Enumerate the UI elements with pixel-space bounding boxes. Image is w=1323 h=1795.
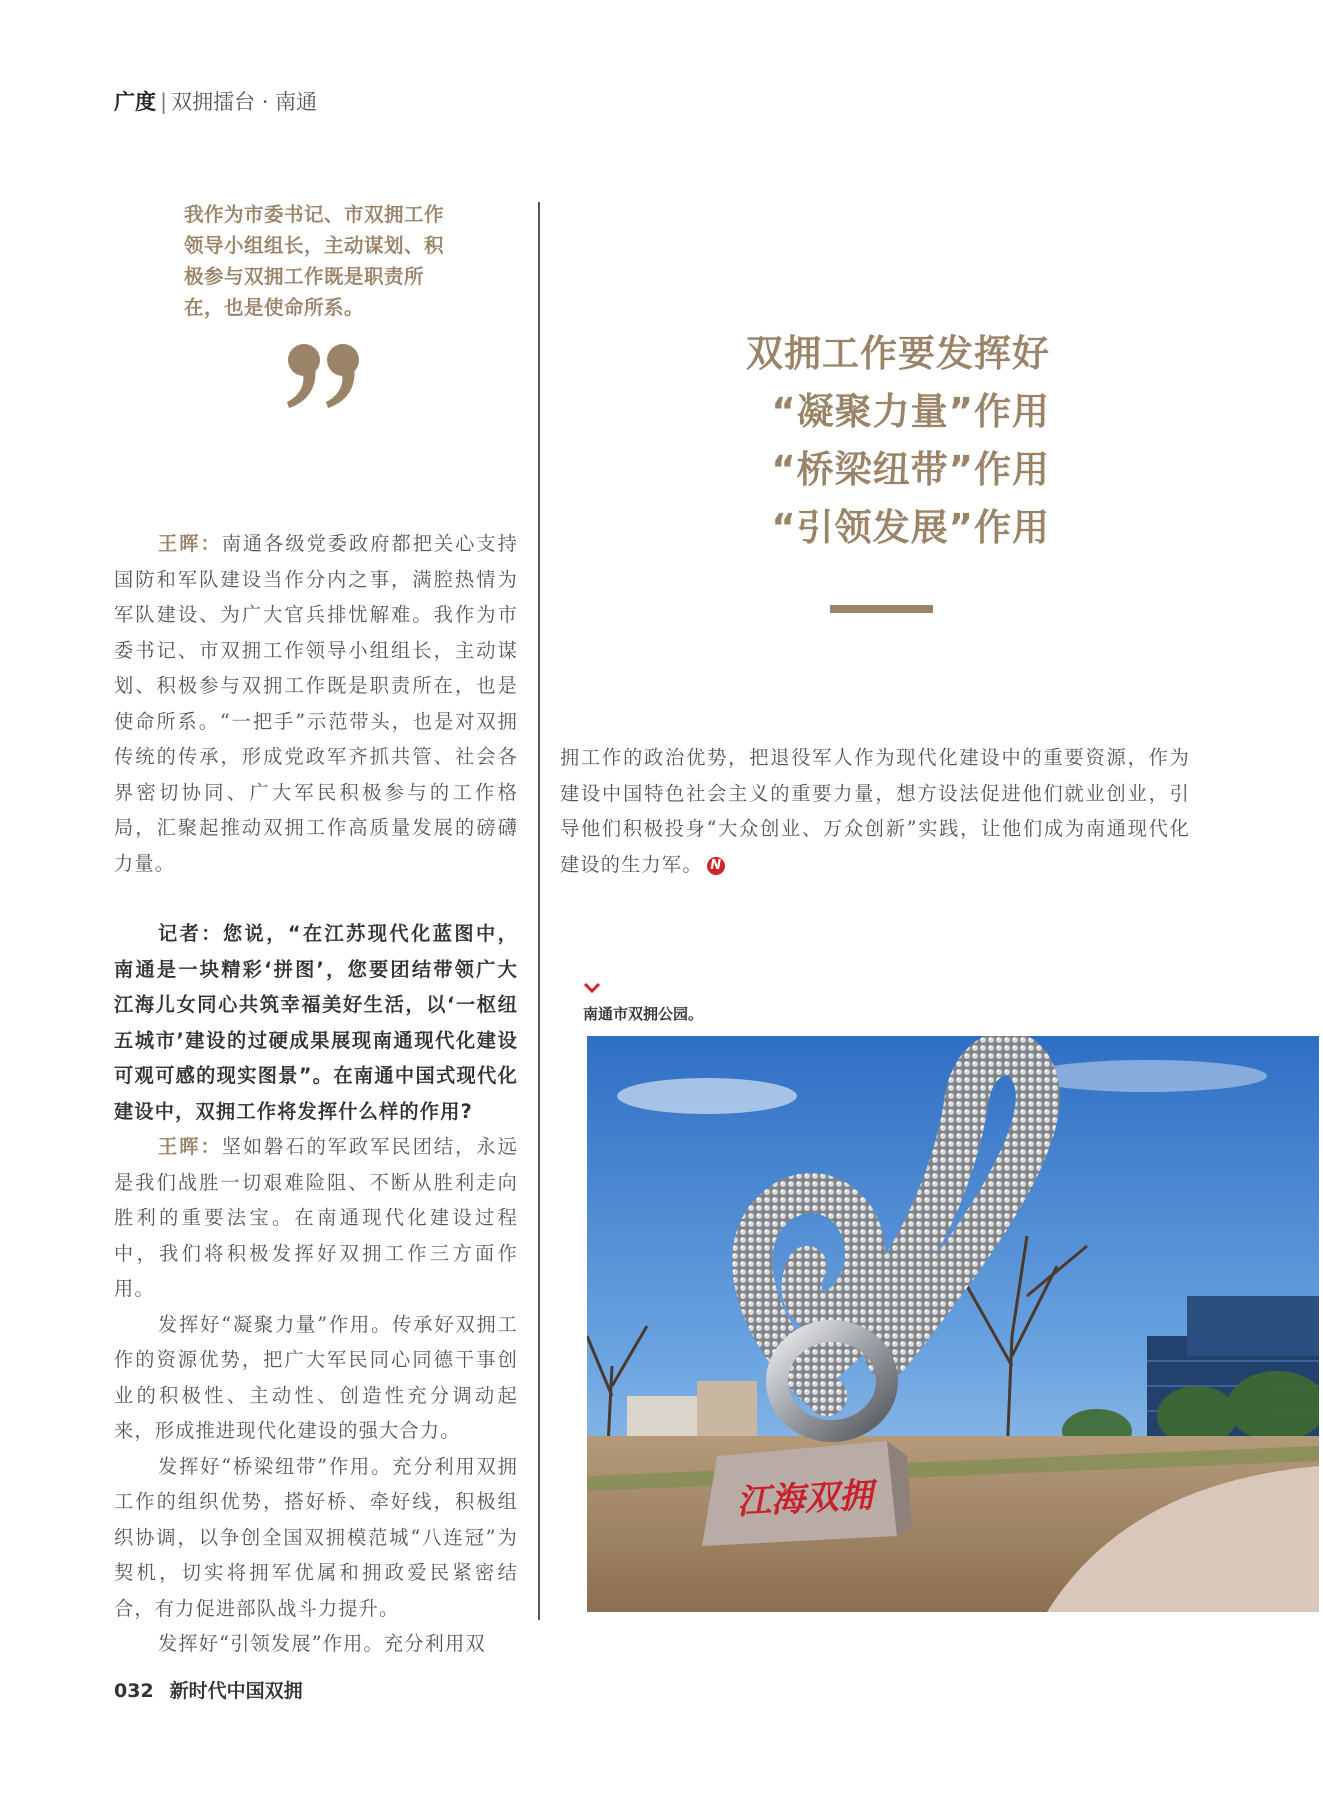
left-column-bottom [114,916,518,1662]
answer-paragraph-1 [114,526,518,881]
header-brand: 广度 [114,90,156,114]
closing-quote-icon [285,340,365,410]
reporter-question [114,916,518,1129]
title-line: 双拥工作要发挥好 [746,332,1050,375]
column-divider [538,202,540,1620]
title-line: “凝聚力量”作用 [771,390,1050,433]
question-text: 您说，“在江苏现代化蓝图中，南通是一块精彩‘拼图’，您要团结带领广大江海儿女同心共筑幸福美好生活，以‘一枢纽五城市’建设的过硬成果展现南通现代化建设可观可感的现实图景”。在南通中国式现代化建设中，双拥工作将发挥什么样的作用? [114,922,518,1123]
answer-text: 南通各级党委政府都把关心支持国防和军队建设当作分内之事，满腔热情为军队建设、为广大官兵排忧解难。我作为市委书记、市双拥工作领导小组组长，主动谋划、积极参与双拥工作既是职责所在，也是使命所系。“一把手”示范带头，也是对双拥传统的传承，形成党政军齐抓共管、社会各界密切协同、广大军民积极参与的工作格局，汇聚起推动双拥工作高质量发展的磅礴力量。 [114,532,518,875]
park-photo-illustration [587,1036,1319,1612]
park-photo [587,1036,1319,1612]
end-mark-icon: N [707,857,725,875]
continued-text: 拥工作的政治优势，把退役军人作为现代化建设中的重要资源，作为建设中国特色社会主义的重要力量，想方设法促进他们就业创业，引导他们积极投身“大众创业、万众创新”实践，让他们成为南通现代化建设的生力军。 [560,746,1190,876]
magazine-name: 新时代中国双拥 [169,1680,303,1702]
right-column [560,740,1190,882]
speaker-label: 王晖： [158,1135,222,1158]
answer-text: 坚如磐石的军政军民团结，永远是我们战胜一切艰难险阻、不断从胜利走向胜利的重要法宝。在南通现代化建设过程中，我们将积极发挥好双拥工作三方面作用。 [114,1135,518,1300]
photo-caption: 南通市双拥公园。 [583,1005,704,1023]
role-paragraph-1: 发挥好“凝聚力量”作用。传承好双拥工作的资源优势，把广大军民同心同德干事创业的积极性、主动性、创造性充分调动起来，形成推进现代化建设的强大合力。 [114,1312,518,1442]
title-underline [830,605,933,613]
header-separator: | [160,90,168,114]
reporter-label: 记者： [158,922,223,945]
continued-paragraph [560,740,1190,882]
title-line: “引领发展”作用 [771,506,1050,549]
pull-quote: 我作为市委书记、市双拥工作领导小组组长，主动谋划、积极参与双拥工作既是职责所在，也是使命所系。 [184,203,445,319]
role-paragraph-2: 发挥好“桥梁纽带”作用。充分利用双拥工作的组织优势，搭好桥、牵好线，积极组织协调，以争创全国双拥模范城“八连冠”为契机，切实将拥军优属和拥政爱民紧密结合，有力促进部队战斗力提升。 [114,1454,518,1620]
chevron-down-icon [584,982,600,994]
page-footer [114,1676,303,1703]
answer-paragraph-2 [114,1129,518,1307]
page-number: 032 [114,1680,154,1702]
title-line: “桥梁纽带”作用 [771,448,1050,491]
speaker-label: 王晖： [158,532,222,555]
left-column-top [114,526,518,881]
header-section: 双拥擂台 · 南通 [171,90,318,114]
stone-inscription: 江海双拥 [735,1475,874,1523]
feature-title [690,325,1050,557]
role-paragraph-3: 发挥好“引领发展”作用。充分利用双 [158,1632,486,1655]
running-header [114,86,317,116]
